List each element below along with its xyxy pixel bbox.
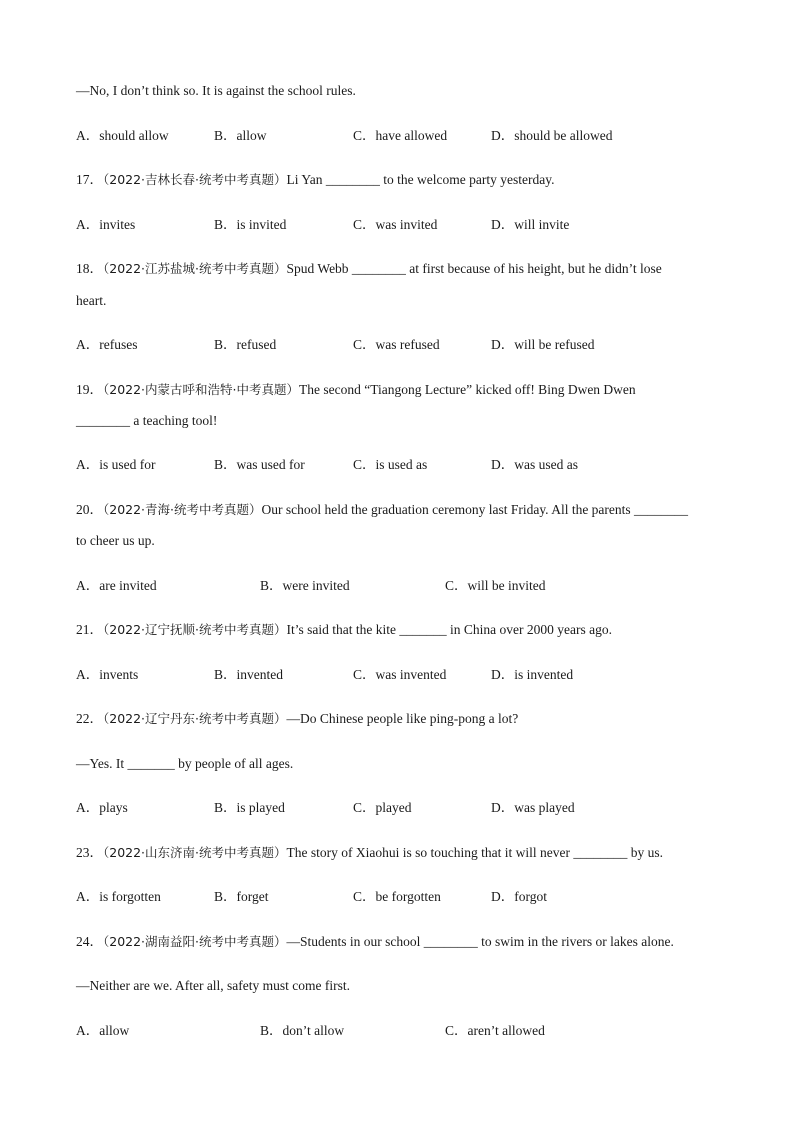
question-18 — [76, 260, 662, 278]
question-source: （2022·辽宁抚顺·统考中考真题） — [103, 622, 287, 637]
option-a: A．invites — [76, 217, 136, 232]
option-c: C．aren’t allowed — [445, 1023, 545, 1038]
q21-options — [76, 666, 736, 684]
q16-answer-line: —No, I don’t think so. It is against the school rules. — [76, 83, 356, 98]
option-d: D．will be refused — [491, 337, 595, 352]
question-text: Spud Webb ________ at first because of his height, but he didn’t lose — [286, 261, 662, 276]
question-number: 20． — [76, 502, 103, 517]
option-a: A．plays — [76, 800, 128, 815]
option-b: B．is played — [214, 800, 285, 815]
question-source: （2022·湖南益阳·统考中考真题） — [103, 934, 287, 949]
question-number: 22． — [76, 711, 103, 726]
option-a: A．is forgotten — [76, 889, 161, 904]
option-c: C．is used as — [353, 457, 428, 472]
question-number: 24． — [76, 934, 103, 949]
q22-options — [76, 799, 736, 817]
question-number: 21． — [76, 622, 103, 637]
question-17 — [76, 171, 554, 189]
option-a: A．should allow — [76, 128, 169, 143]
question-24 — [76, 933, 674, 951]
option-d: D．will invite — [491, 217, 570, 232]
q23-options — [76, 888, 736, 906]
question-text-continued: heart. — [76, 293, 107, 308]
question-source: （2022·青海·统考中考真题） — [103, 502, 262, 517]
option-c: C．will be invited — [445, 578, 546, 593]
question-21 — [76, 621, 612, 639]
option-a: A．invents — [76, 667, 139, 682]
option-c: C．was refused — [353, 337, 440, 352]
q17-options — [76, 216, 736, 234]
question-text-continued: ________ a teaching tool! — [76, 413, 218, 428]
question-text-continued: —Yes. It _______ by people of all ages. — [76, 756, 294, 771]
question-text: The story of Xiaohui is so touching that it will never ________ by us. — [286, 845, 663, 860]
option-c: C．be forgotten — [353, 889, 441, 904]
question-source: （2022·山东济南·统考中考真题） — [103, 845, 287, 860]
q19-options — [76, 456, 736, 474]
option-d: D．is invented — [491, 667, 574, 682]
option-b: B．was used for — [214, 457, 305, 472]
question-text: Our school held the graduation ceremony last Friday. All the parents ________ — [261, 502, 689, 517]
question-text: —Do Chinese people like ping-pong a lot? — [286, 711, 519, 726]
option-b: B．allow — [214, 128, 267, 143]
q20-options — [76, 577, 736, 595]
question-text: It’s said that the kite _______ in China over 2000 years ago. — [286, 622, 612, 637]
option-b: B．refused — [214, 337, 277, 352]
option-c: C．have allowed — [353, 128, 448, 143]
option-a: A．allow — [76, 1023, 130, 1038]
question-source: （2022·吉林长春·统考中考真题） — [103, 172, 287, 187]
option-d: D．was played — [491, 800, 575, 815]
option-b: B．forget — [214, 889, 269, 904]
question-number: 23． — [76, 845, 103, 860]
question-source: （2022·江苏盐城·统考中考真题） — [103, 261, 287, 276]
q24-options — [76, 1022, 736, 1040]
option-b: B．invented — [214, 667, 283, 682]
question-text: —Students in our school ________ to swim in the rivers or lakes alone. — [286, 934, 674, 949]
option-b: B．is invited — [214, 217, 287, 232]
question-23 — [76, 844, 663, 862]
option-a: A．refuses — [76, 337, 138, 352]
option-b: B．were invited — [260, 578, 350, 593]
question-text: The second “Tiangong Lecture” kicked off! Bing Dwen Dwen — [299, 382, 636, 397]
option-c: C．was invented — [353, 667, 447, 682]
question-text-continued: to cheer us up. — [76, 533, 155, 548]
question-number: 19． — [76, 382, 103, 397]
option-d: D．forgot — [491, 889, 547, 904]
option-a: A．is used for — [76, 457, 156, 472]
question-22 — [76, 710, 518, 728]
option-c: C．played — [353, 800, 412, 815]
question-source: （2022·内蒙古呼和浩特·中考真题） — [103, 382, 300, 397]
question-text: Li Yan ________ to the welcome party yesterday. — [286, 172, 555, 187]
question-number: 17． — [76, 172, 103, 187]
option-a: A．are invited — [76, 578, 157, 593]
question-19 — [76, 381, 636, 399]
question-source: （2022·辽宁丹东·统考中考真题） — [103, 711, 287, 726]
option-c: C．was invited — [353, 217, 438, 232]
question-20 — [76, 501, 688, 519]
q16-options — [76, 127, 736, 145]
question-text-continued: —Neither are we. After all, safety must come first. — [76, 978, 351, 993]
option-b: B．don’t allow — [260, 1023, 345, 1038]
q18-options — [76, 336, 736, 354]
option-d: D．was used as — [491, 457, 578, 472]
option-d: D．should be allowed — [491, 128, 613, 143]
question-number: 18． — [76, 261, 103, 276]
